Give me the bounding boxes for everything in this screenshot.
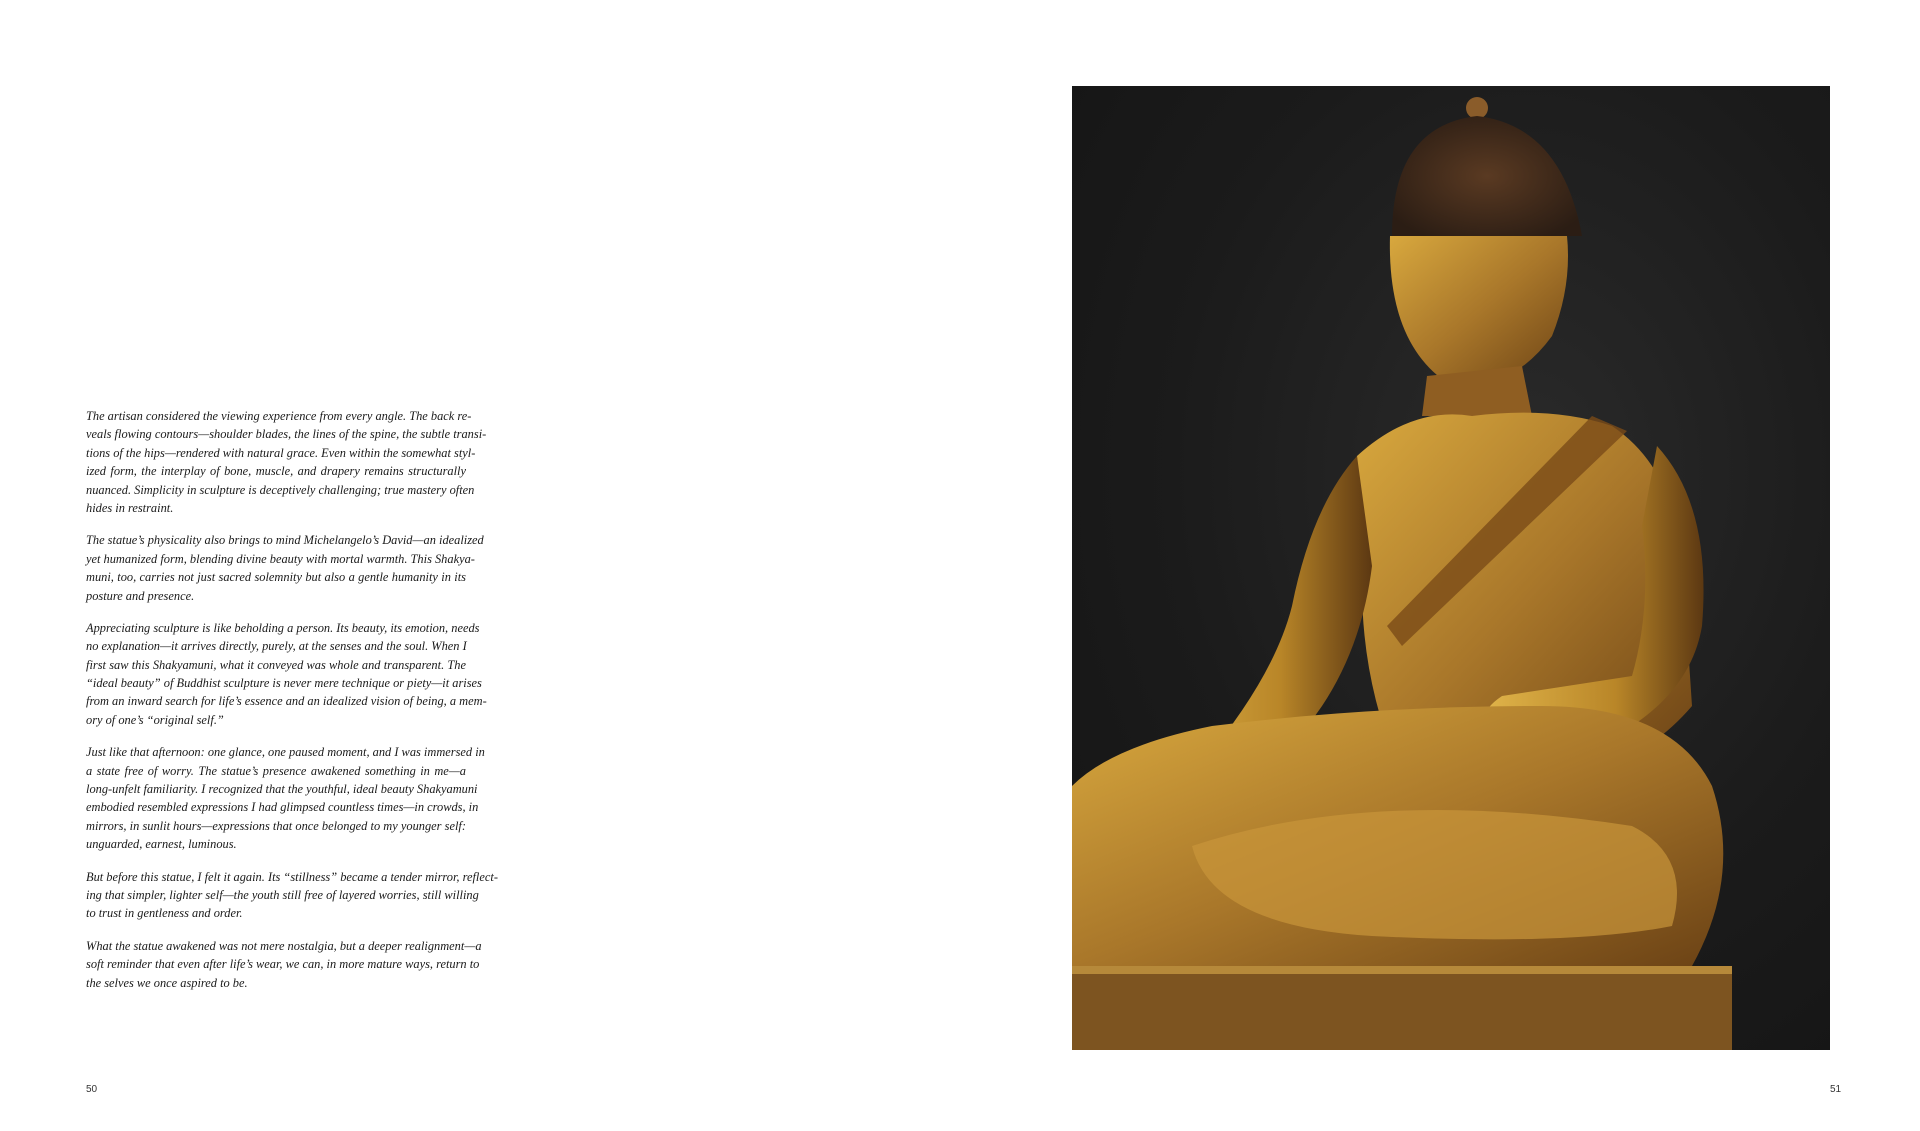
text-line: posture and presence.: [86, 588, 195, 603]
paragraph: [86, 868, 498, 923]
text-line: ing that simpler, lighter self—the youth still free of layered worries, still willing: [86, 887, 479, 902]
text-line: The statue’s physicality also brings to mind Michelangelo’s David—an idealized: [86, 533, 484, 548]
text-line: from an inward search for life’s essence and an idealized vision of being, a mem-: [86, 694, 487, 709]
text-line: no explanation—it arrives directly, purely, at the senses and the soul. When I: [86, 639, 467, 654]
text-line: nuanced. Simplicity in sculpture is deceptively challenging; true mastery often: [86, 482, 475, 497]
text-line: veals flowing contours—shoulder blades, the lines of the spine, the subtle transi-: [86, 427, 487, 442]
text-line: to trust in gentleness and order.: [86, 906, 243, 921]
page-number-left: 50: [86, 1084, 98, 1095]
text-line: Just like that afternoon: one glance, one paused moment, and I was immersed in: [86, 745, 485, 760]
text-line: Appreciating sculpture is like beholding a person. Its beauty, its emotion, needs: [86, 620, 480, 635]
text-line: hides in restraint.: [86, 500, 174, 515]
paragraph: [86, 531, 484, 605]
paragraph: [86, 619, 487, 729]
text-line: soft reminder that even after life’s wear, we can, in more mature ways, return to: [86, 957, 480, 972]
text-line: long-unfelt familiarity. I recognized that the youthful, ideal beauty Shakyamuni: [86, 782, 478, 797]
text-line: embodied resembled expressions I had glimpsed countless times—in crowds, in: [86, 800, 479, 815]
text-line: What the statue awakened was not mere nostalgia, but a deeper realignment—a: [86, 938, 482, 953]
body-text-column: [86, 407, 498, 1006]
text-line: mirrors, in sunlit hours—expressions that once belonged to my younger self:: [86, 818, 466, 833]
text-line: ized form, the interplay of bone, muscle, and drapery remains structurally: [86, 464, 466, 479]
text-line: first saw this Shakyamuni, what it conveyed was whole and transparent. The: [86, 657, 466, 672]
text-line: tions of the hips—rendered with natural grace. Even within the somewhat styl-: [86, 445, 476, 460]
buddha-statue-photo: [1072, 86, 1830, 1050]
text-line: ory of one’s “original self.”: [86, 712, 224, 727]
text-line: the selves we once aspired to be.: [86, 975, 248, 990]
paragraph: [86, 407, 487, 517]
text-line: unguarded, earnest, luminous.: [86, 837, 237, 852]
text-line: muni, too, carries not just sacred solemnity but also a gentle humanity in its: [86, 570, 466, 585]
text-line: yet humanized form, blending divine beauty with mortal warmth. This Shakya-: [86, 551, 475, 566]
paragraph: [86, 937, 482, 992]
text-line: But before this statue, I felt it again. Its “stillness” became a tender mirror, reflect-: [86, 869, 498, 884]
text-line: a state free of worry. The statue’s presence awakened something in me—a: [86, 763, 466, 778]
text-line: “ideal beauty” of Buddhist sculpture is never mere technique or piety—it arises: [86, 676, 482, 691]
page-number-right: 51: [1830, 1084, 1842, 1095]
text-line: The artisan considered the viewing experience from every angle. The back re-: [86, 409, 472, 423]
paragraph: [86, 743, 485, 853]
